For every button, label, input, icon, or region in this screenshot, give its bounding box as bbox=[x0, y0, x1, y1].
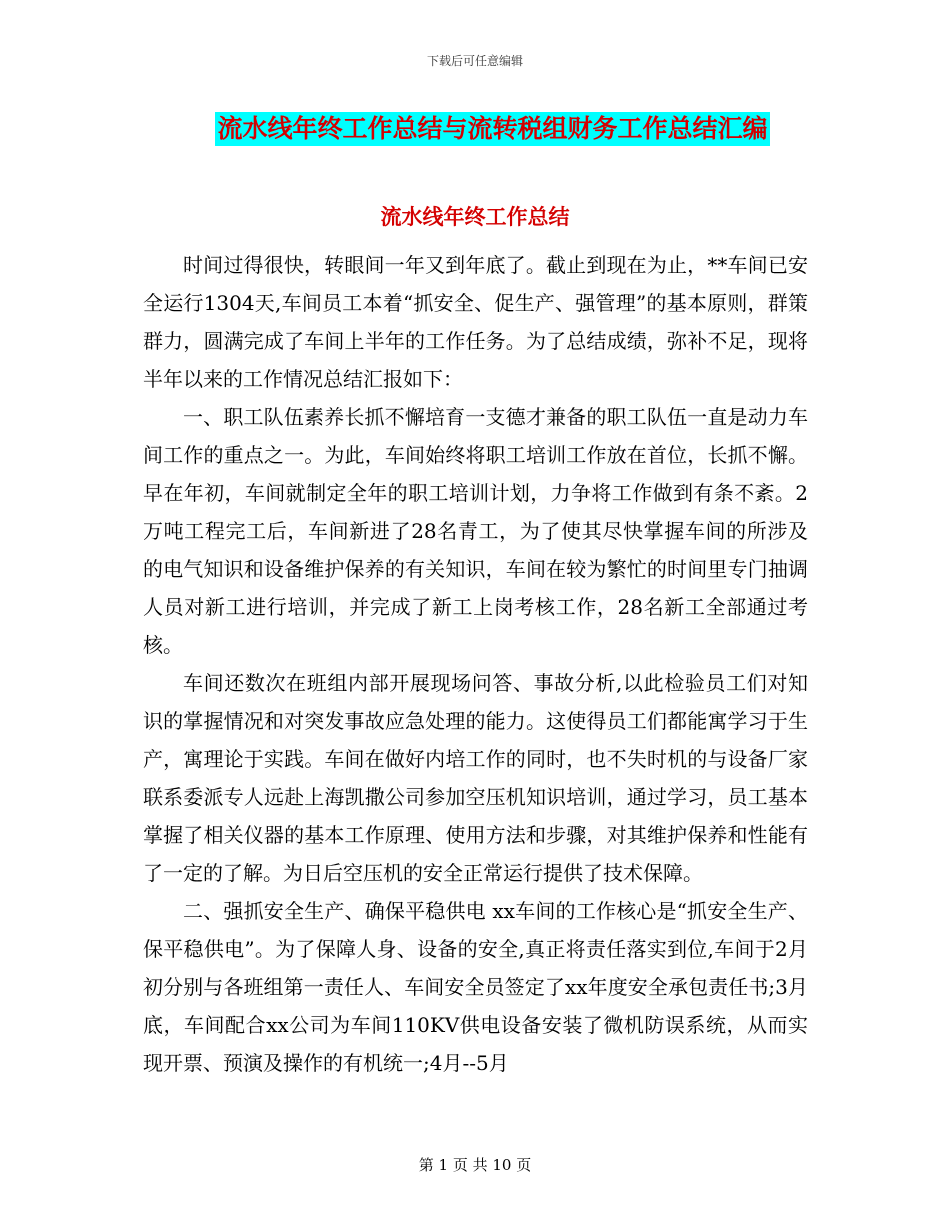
section-title: 流水线年终工作总结 bbox=[380, 204, 570, 229]
document-body bbox=[143, 246, 808, 1082]
document-main-title: 流水线年终工作总结与流转税组财务工作总结汇编 bbox=[215, 112, 769, 146]
page-number-footer: 第 1 页 共 10 页 bbox=[418, 1156, 532, 1174]
body-paragraph: 时间过得很快，转眼间一年又到年底了。截止到现在为止，**车间已安全运行1304天,车间员工本着“抓安全、促生产、强管理”的基本原则，群策群力，圆满完成了车间上半年的工作任务。为了总结成绩，弥补不足，现将半年以来的工作情况总结汇报如下： bbox=[143, 253, 808, 391]
page-header-note: 下载后可任意编辑 bbox=[426, 54, 523, 68]
body-paragraph: 车间还数次在班组内部开展现场问答、事故分析,以此检验员工们对知识的掌握情况和对突发事故应急处理的能力。这使得员工们都能寓学习于生产，寓理论于实践。车间在做好内培工作的同时，也不失时机的与设备厂家联系委派专人远赴上海凯撒公司参加空压机知识培训，通过学习，员工基本掌握了相关仪器的基本工作原理、使用方法和步骤，对其维护保养和性能有了一定的了解。为日后空压机的安全正常运行提供了技术保障。 bbox=[143, 671, 808, 885]
body-paragraph: 一、职工队伍素养长抓不懈培育一支德才兼备的职工队伍一直是动力车间工作的重点之一。为此，车间始终将职工培训工作放在首位，长抓不懈。早在年初，车间就制定全年的职工培训计划，力争将工作做到有条不紊。2万吨工程完工后，车间新进了28名青工，为了使其尽快掌握车间的所涉及的电气知识和设备维护保养的有关知识，车间在较为繁忙的时间里专门抽调人员对新工进行培训，并完成了新工上岗考核工作，28名新工全部通过考核。 bbox=[143, 405, 808, 657]
main-title-container bbox=[0, 112, 950, 146]
body-paragraph: 二、强抓安全生产、确保平稳供电 xx车间的工作核心是“抓安全生产、保平稳供电”。为了保障人身、设备的安全,真正将责任落实到位,车间于2月初分别与各班组第一责任人、车间安全员签定了xx年度安全承包责任书;3月底，车间配合xx公司为车间110KV供电设备安装了微机防误系统，从而实现开票、预演及操作的有机统一;4月--5月 bbox=[143, 899, 808, 1075]
